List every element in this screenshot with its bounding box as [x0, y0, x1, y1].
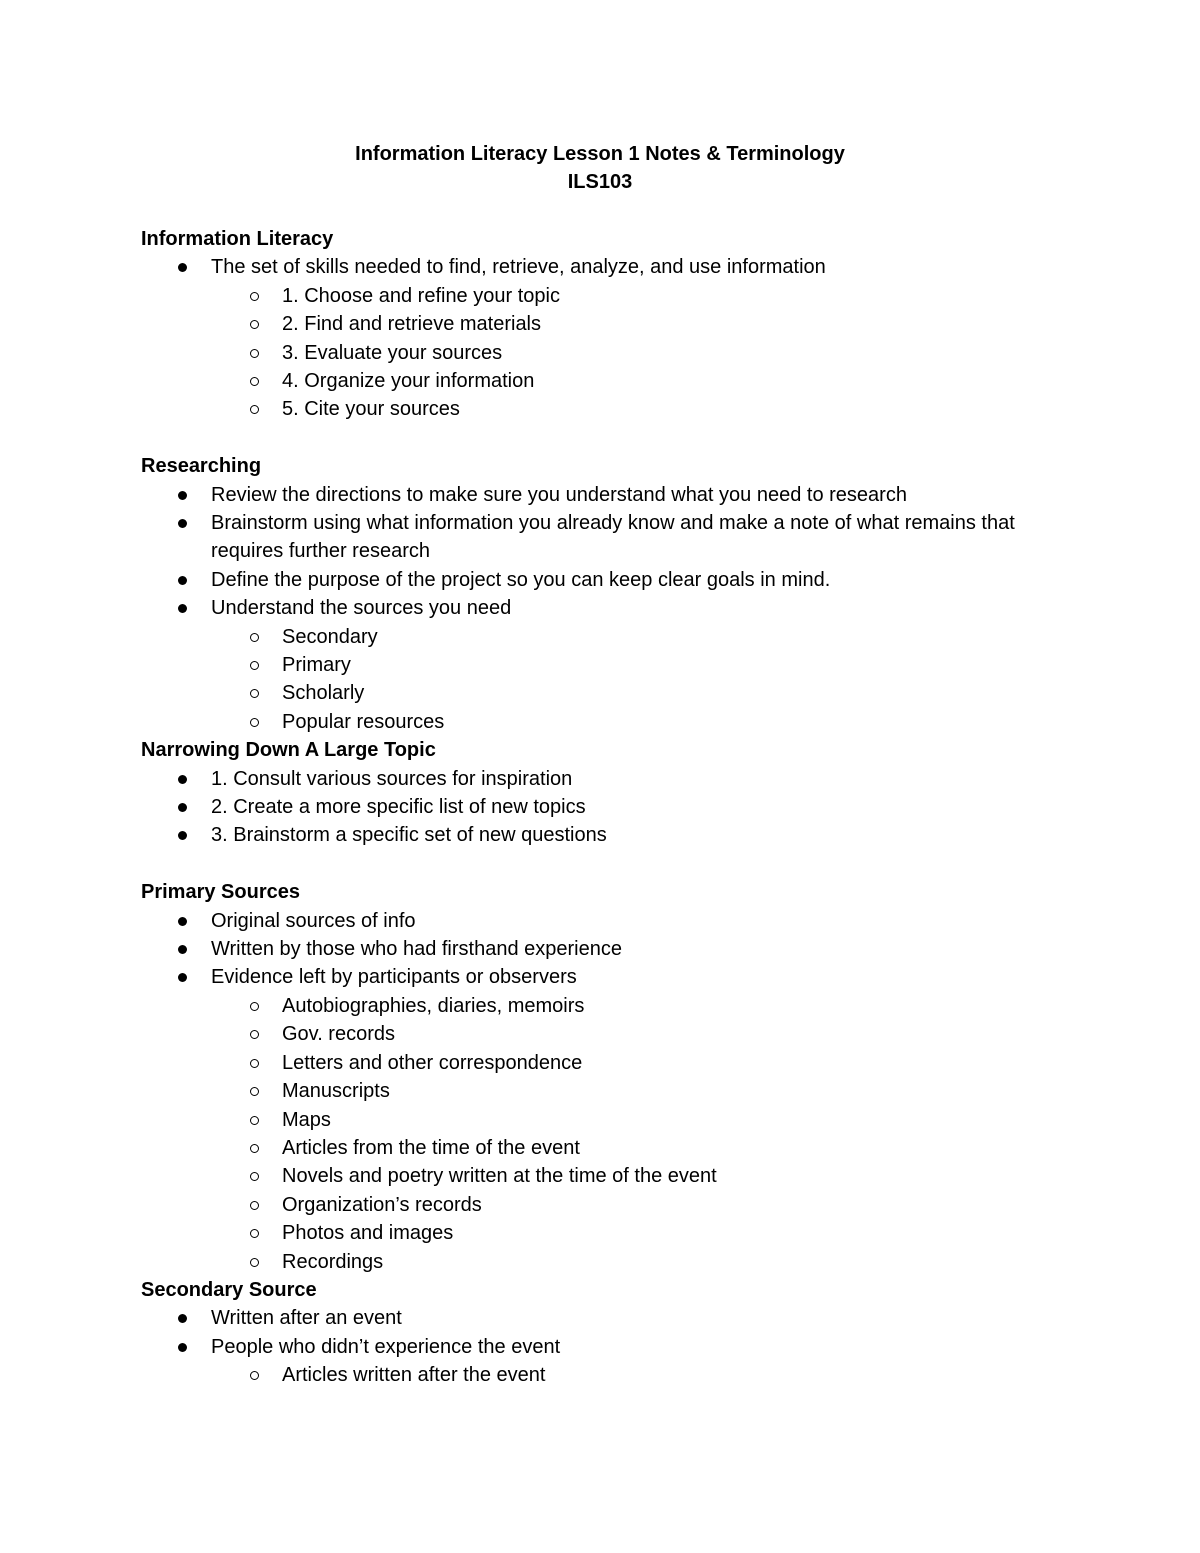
list-item	[141, 765, 1061, 793]
list-item-text: 3. Brainstorm a specific set of new questions	[211, 824, 607, 847]
sub-list-item-text: Organization’s records	[282, 1193, 482, 1216]
bullet-icon	[178, 973, 187, 982]
hollow-bullet-icon	[250, 292, 259, 301]
list-item	[141, 1333, 1061, 1361]
heading-information-literacy: Information Literacy	[141, 228, 334, 250]
bullet-icon	[178, 263, 187, 272]
sub-list-item	[141, 1020, 1061, 1048]
bullet-icon	[178, 831, 187, 840]
list-item-text: Review the directions to make sure you understand what you need to research	[211, 483, 907, 506]
list-item	[141, 509, 1061, 566]
sub-list-item-text: Primary	[282, 654, 351, 677]
heading-secondary-source: Secondary Source	[141, 1278, 317, 1301]
document-title: Information Literacy Lesson 1 Notes & Terminology	[355, 143, 845, 165]
sub-list-item	[141, 1106, 1061, 1134]
list-item-text: Evidence left by participants or observers	[211, 966, 577, 989]
document-body	[141, 225, 1061, 1390]
bullet-icon	[178, 519, 187, 528]
hollow-bullet-icon	[250, 1201, 259, 1210]
hollow-bullet-icon	[250, 349, 259, 358]
sub-list-item	[141, 1077, 1061, 1105]
sub-list-item	[141, 679, 1061, 707]
sub-list-item-text: Manuscripts	[282, 1080, 390, 1103]
sub-list-item	[141, 310, 1061, 338]
hollow-bullet-icon	[250, 1002, 259, 1011]
bullet-icon	[178, 775, 187, 784]
sub-list-item	[141, 1134, 1061, 1162]
list-item	[141, 253, 1061, 281]
course-code: ILS103	[567, 171, 633, 194]
hollow-bullet-icon	[250, 633, 259, 642]
list-item	[141, 793, 1061, 821]
hollow-bullet-icon	[250, 661, 259, 670]
sub-list-item-text: Popular resources	[282, 710, 445, 733]
list-item	[141, 594, 1061, 622]
sub-list-item-text: 5. Cite your sources	[282, 398, 460, 421]
sub-list-item-text: 3. Evaluate your sources	[282, 341, 503, 364]
list-item	[141, 907, 1061, 935]
sub-list-item	[141, 1049, 1061, 1077]
sub-list-item-text: Maps	[282, 1108, 331, 1131]
bullet-icon	[178, 803, 187, 812]
hollow-bullet-icon	[250, 377, 259, 386]
sub-list-item-text: Letters and other correspondence	[282, 1051, 583, 1074]
sub-list-item	[141, 1219, 1061, 1247]
sub-list-item	[141, 282, 1061, 310]
sub-list-item-text: Recordings	[282, 1250, 384, 1273]
hollow-bullet-icon	[250, 1059, 259, 1068]
bullet-icon	[178, 945, 187, 954]
blank-line	[141, 850, 1061, 878]
list-item	[141, 821, 1061, 849]
hollow-bullet-icon	[250, 1144, 259, 1153]
bullet-icon	[178, 917, 187, 926]
heading-primary-sources: Primary Sources	[141, 881, 300, 904]
bullet-icon	[178, 1314, 187, 1323]
blank-line	[141, 424, 1061, 452]
hollow-bullet-icon	[250, 1087, 259, 1096]
list-item-text: Brainstorm using what information you already know and make a note of what remains that requires further research	[211, 512, 1015, 563]
sub-list-item-text: Articles written after the event	[282, 1364, 546, 1387]
sub-list-item	[141, 1248, 1061, 1276]
list-item	[141, 1304, 1061, 1332]
sub-list-item-text: Autobiographies, diaries, memoirs	[282, 994, 585, 1017]
bullet-icon	[178, 1343, 187, 1352]
sub-list-item-text: Photos and images	[282, 1222, 454, 1245]
sub-list-item-text: Secondary	[282, 625, 378, 648]
list-item	[141, 935, 1061, 963]
heading-researching: Researching	[141, 455, 262, 478]
list-item-text: 1. Consult various sources for inspiration	[211, 767, 573, 790]
list-item-text: People who didn’t experience the event	[211, 1335, 561, 1358]
list-item-text: Written after an event	[211, 1307, 402, 1330]
sub-list-item	[141, 339, 1061, 367]
document-title-block	[0, 140, 1200, 197]
sub-list-item	[141, 651, 1061, 679]
heading-narrowing-down: Narrowing Down A Large Topic	[141, 739, 436, 762]
sub-list-item	[141, 1361, 1061, 1389]
sub-list-item-text: Novels and poetry written at the time of the event	[282, 1165, 717, 1188]
hollow-bullet-icon	[250, 320, 259, 329]
sub-list-item-text: Scholarly	[282, 682, 365, 705]
sub-list-item	[141, 367, 1061, 395]
sub-list-item	[141, 623, 1061, 651]
sub-list-item-text: 4. Organize your information	[282, 370, 535, 393]
list-item-text: Understand the sources you need	[211, 597, 512, 620]
list-item-text: Written by those who had firsthand experience	[211, 938, 622, 961]
sub-list-item-text: Gov. records	[282, 1023, 395, 1046]
hollow-bullet-icon	[250, 1116, 259, 1125]
list-item	[141, 963, 1061, 991]
sub-list-item-text: 1. Choose and refine your topic	[282, 284, 560, 307]
sub-list-item	[141, 1162, 1061, 1190]
bullet-icon	[178, 576, 187, 585]
hollow-bullet-icon	[250, 1030, 259, 1039]
list-item	[141, 566, 1061, 594]
sub-list-item	[141, 1191, 1061, 1219]
hollow-bullet-icon	[250, 405, 259, 414]
list-item-text: 2. Create a more specific list of new topics	[211, 796, 586, 819]
list-item	[141, 481, 1061, 509]
hollow-bullet-icon	[250, 1172, 259, 1181]
list-item-text: Define the purpose of the project so you can keep clear goals in mind.	[211, 568, 831, 591]
sub-list-item-text: 2. Find and retrieve materials	[282, 313, 542, 336]
list-item-text: The set of skills needed to find, retrieve, analyze, and use information	[211, 256, 826, 279]
hollow-bullet-icon	[250, 718, 259, 727]
bullet-icon	[178, 491, 187, 500]
hollow-bullet-icon	[250, 1229, 259, 1238]
sub-list-item-text: Articles from the time of the event	[282, 1136, 580, 1159]
sub-list-item	[141, 708, 1061, 736]
sub-list-item	[141, 992, 1061, 1020]
bullet-icon	[178, 604, 187, 613]
hollow-bullet-icon	[250, 689, 259, 698]
hollow-bullet-icon	[250, 1371, 259, 1380]
sub-list-item	[141, 395, 1061, 423]
list-item-text: Original sources of info	[211, 909, 416, 932]
hollow-bullet-icon	[250, 1258, 259, 1267]
